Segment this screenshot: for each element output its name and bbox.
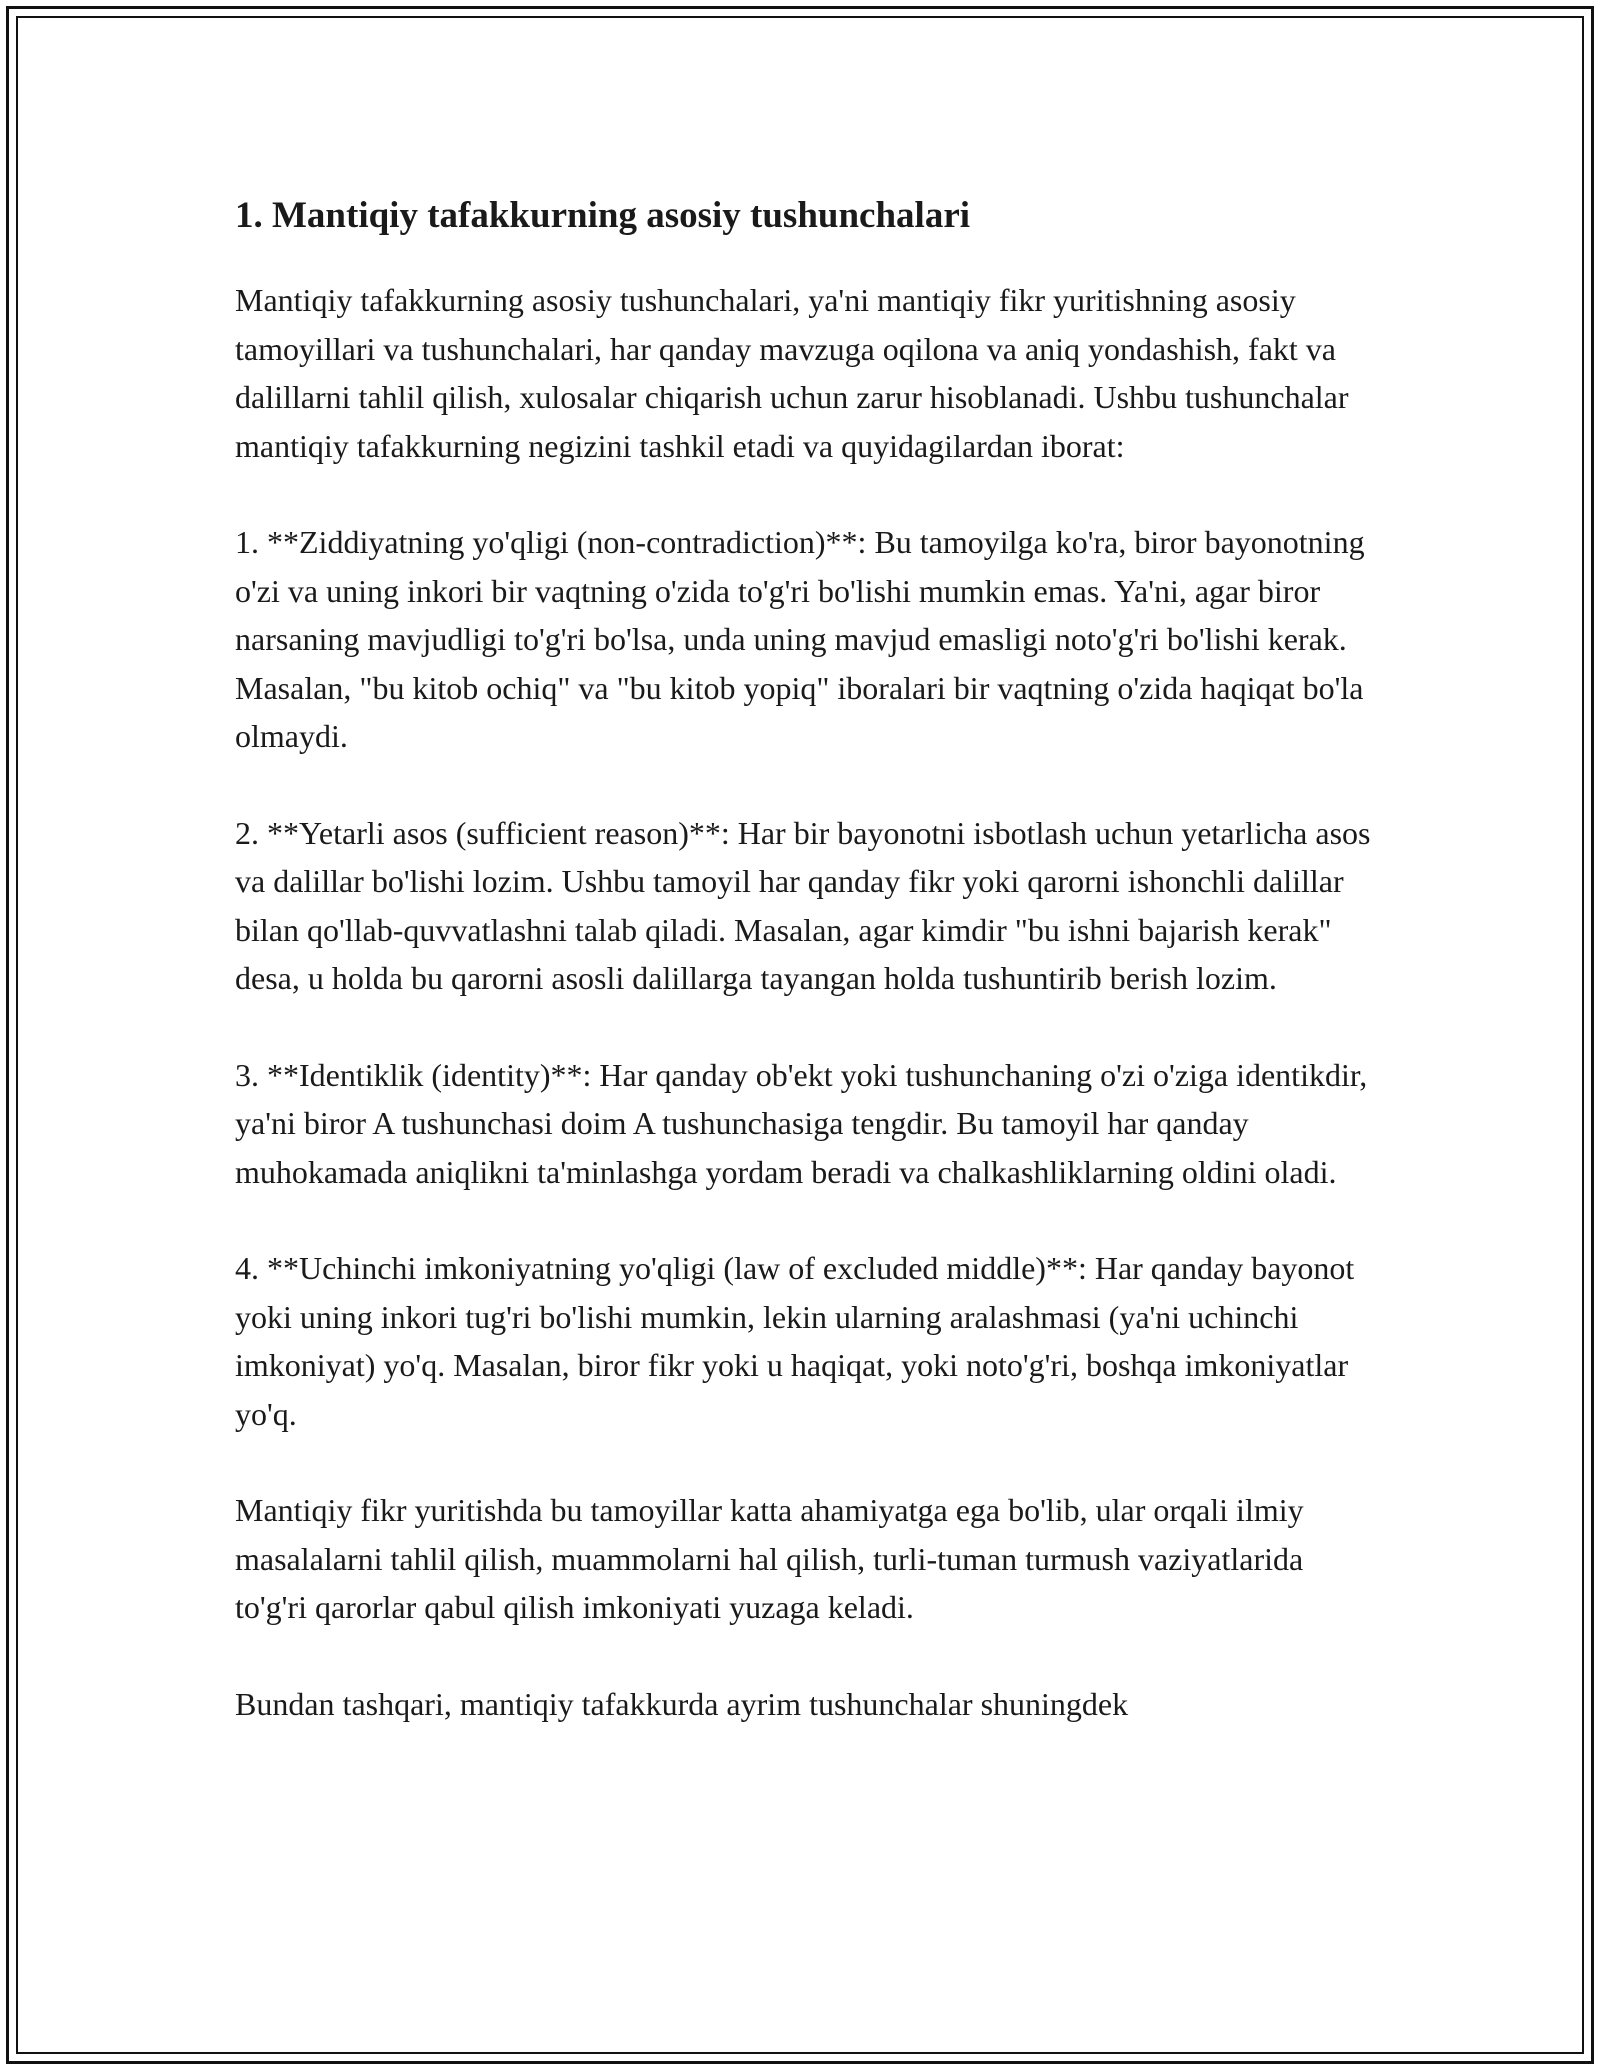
principle-non-contradiction-paragraph: 1. **Ziddiyatning yo'qligi (non-contradiction)**: Bu tamoyilga ko'ra, biror bayonotning o'zi va uning inkori bir vaqtning o'zida to'g'ri bo'lishi mumkin emas. Ya'ni, agar biror narsaning mavjudligi to'g'ri bo'lsa, unda uning mavjud emasligi noto'g'ri bo'lishi kerak. Masalan, "bu kitob ochiq" va "bu kitob yopiq" iboralari bir vaqtning o'zida haqiqat bo'la olmaydi. <box>235 524 1365 754</box>
continuation-paragraph: Bundan tashqari, mantiqiy tafakkurda ayrim tushunchalar shuningdek <box>235 1685 1129 1722</box>
principle-excluded-middle-paragraph: 4. **Uchinchi imkoniyatning yo'qligi (law of excluded middle)**: Har qanday bayonot yoki uning inkori tug'ri bo'lishi mumkin, lekin ularning aralashmasi (ya'ni uchinchi imkoniyat) yo'q. Masalan, biror fikr yoki u haqiqat, yoki noto'g'ri, boshqa imkoniyatlar yo'q. <box>235 1250 1355 1432</box>
intro-paragraph: Mantiqiy tafakkurning asosiy tushunchalari, ya'ni mantiqiy fikr yuritishning asosiy tamoyillari va tushunchalari, har qanday mavzuga oqilona va aniq yondashish, fakt va dalillarni tahlil qilish, xulosalar chiqarish uchun zarur hisoblanadi. Ushbu tushunchalar mantiqiy tafakkurning negizini tashkil etadi va quyidagilardan iborat: <box>235 282 1349 464</box>
document-title: 1. Mantiqiy tafakkurning asosiy tushunchalari <box>235 195 971 236</box>
summary-paragraph: Mantiqiy fikr yuritishda bu tamoyillar katta ahamiyatga ega bo'lib, ular orqali ilmiy masalalarni tahlil qilish, muammolarni hal qilish, turli-tuman turmush vaziyatlarida to'g'ri qarorlar qabul qilish imkoniyati yuzaga keladi. <box>235 1492 1304 1625</box>
principle-identity-paragraph: 3. **Identiklik (identity)**: Har qanday ob'ekt yoki tushunchaning o'zi o'ziga identikdir, ya'ni biror A tushunchasi doim A tushunchasiga tengdir. Bu tamoyil har qanday muhokamada aniqlikni ta'minlashga yordam beradi va chalkashliklarning oldini oladi. <box>235 1056 1368 1190</box>
principle-sufficient-reason-paragraph: 2. **Yetarli asos (sufficient reason)**: Har bir bayonotni isbotlash uchun yetarlicha asos va dalillar bo'lishi lozim. Ushbu tamoyil har qanday fikr yoki qarorni ishonchli dalillar bilan qo'llab-quvvatlashni talab qiladi. Masalan, agar kimdir "bu ishni bajarish kerak" desa, u holda bu qarorni asosli dalillarga tayangan holda tushuntirib berish lozim. <box>235 814 1371 996</box>
document-body <box>235 188 1375 1776</box>
